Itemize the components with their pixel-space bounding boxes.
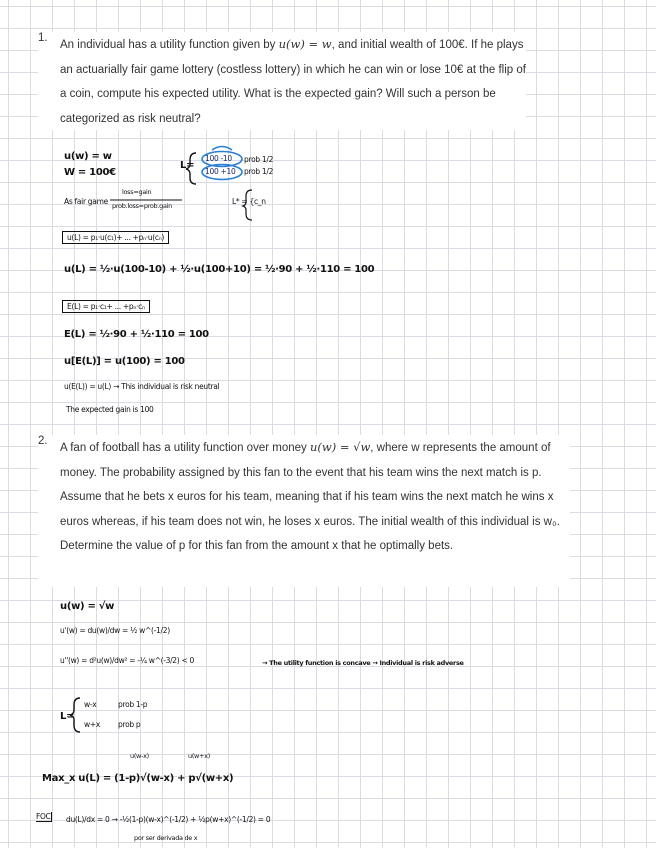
hw-lottery-outcome-gain: 100 +10 bbox=[205, 167, 236, 176]
problem-2-text bbox=[60, 435, 570, 559]
hw-second-derivative: u''(w) = d²u(w)/dw² = -¼ w^(-3/2) < 0 bbox=[60, 656, 195, 665]
hw-fair-game-label: As fair game bbox=[64, 197, 108, 206]
problem-2-utility-function: u(w) = √w bbox=[309, 440, 371, 454]
hw-concavity-conclusion: → The utility function is concave → Individual is risk adverse bbox=[262, 659, 464, 667]
hw-first-derivative: u'(w) = du(w)/dw = ½ w^(-1/2) bbox=[60, 626, 170, 635]
problem-1-text bbox=[60, 32, 526, 131]
hw-expected-gain: The expected gain is 100 bbox=[66, 405, 154, 414]
hw-lottery-prob-loss: prob 1/2 bbox=[244, 155, 274, 164]
hw-risk-neutral: u(E(L)) = u(L) → This individual is risk neutral bbox=[64, 382, 220, 391]
problem-2-number: 2. bbox=[38, 435, 48, 447]
hw-annotation-left: u(w-x) bbox=[130, 752, 149, 760]
hw-lottery2-outcome-loss: w-x bbox=[84, 700, 97, 709]
problem-2-text-b: , where w represents the amount of money. The probability assigned by this fan to the event that his team wins the next match is p. Assume that he bets x euros for his team, meaning that if his team wins the next match he wins x euros whereas, if his team does not win, he loses x euros. The initial wealth of this individual is w₀. Determine the value of p for this fan from the amount x that he optimally bets. bbox=[60, 442, 560, 552]
blue-hook bbox=[212, 147, 232, 151]
hw-wealth-line: W = 100€ bbox=[64, 167, 116, 178]
hw-utility-of-expected: u[E(L)] = u(100) = 100 bbox=[64, 356, 185, 367]
hw-lottery-prob-gain: prob 1/2 bbox=[244, 167, 274, 176]
hw-sqrt-utility: u(w) = √w bbox=[60, 601, 115, 612]
hw-lottery-outcome-loss: 100 -10 bbox=[205, 154, 232, 163]
hw-annotation-right: u(w+x) bbox=[188, 752, 211, 760]
hw-fair-game-denominator: prob.loss=prob.gain bbox=[112, 202, 172, 210]
hw-maximization: Max_x u(L) = (1-p)√(w-x) + p√(w+x) bbox=[42, 773, 234, 784]
hw-lottery2-outcome-gain: w+x bbox=[84, 720, 100, 729]
problem-1-utility-function: u(w) = w bbox=[278, 37, 332, 51]
hw-utility-line: u(w) = w bbox=[64, 151, 112, 162]
hw-first-order-condition: du(L)/dx = 0 → -½(1-p)(w-x)^(-1/2) + ½p(w+x)^(-1/2) = 0 bbox=[66, 815, 271, 824]
hw-foc-label: FOC bbox=[36, 812, 51, 821]
hw-expected-utility-calc: u(L) = ½·u(100-10) + ½·u(100+10) = ½·90 + ½·110 = 100 bbox=[64, 264, 375, 275]
hw-lottery-prefix: L= bbox=[180, 160, 195, 171]
problem-2-text-a: A fan of football has a utility function over money bbox=[60, 442, 310, 454]
hw-expected-value-calc: E(L) = ½·90 + ½·110 = 100 bbox=[64, 329, 209, 340]
hw-expected-value-formula: E(L) = p₁·c₁+ ... +pₙ·cₙ bbox=[62, 300, 150, 313]
problem-2 bbox=[38, 435, 570, 587]
hw-expected-utility-formula: u(L) = p₁·u(c₁)+ ... +pₙ·u(cₙ) bbox=[62, 231, 169, 244]
problem-1-number: 1. bbox=[38, 32, 48, 44]
hw-lstar: L* = {c_n bbox=[232, 197, 266, 206]
hw-fair-game-numerator: loss=gain bbox=[122, 188, 152, 196]
problem-1-text-a: An individual has a utility function given by bbox=[60, 39, 279, 51]
hw-lottery2-prob-loss: prob 1-p bbox=[118, 700, 148, 709]
hw-lottery2-prefix: L= bbox=[60, 711, 75, 722]
problem-1-text-b: , and initial wealth of 100€. If he plays an actuarially fair game lottery (costless lottery) in which he can win or lose 10€ at the flip of a coin, compute his expected utility. What is the expected gain? Will such a person be categorized as risk neutral? bbox=[60, 39, 526, 125]
hw-lottery2-prob-gain: prob p bbox=[118, 720, 141, 729]
problem-1 bbox=[38, 32, 526, 130]
hw-foc-note: por ser derivada de x bbox=[134, 834, 198, 842]
